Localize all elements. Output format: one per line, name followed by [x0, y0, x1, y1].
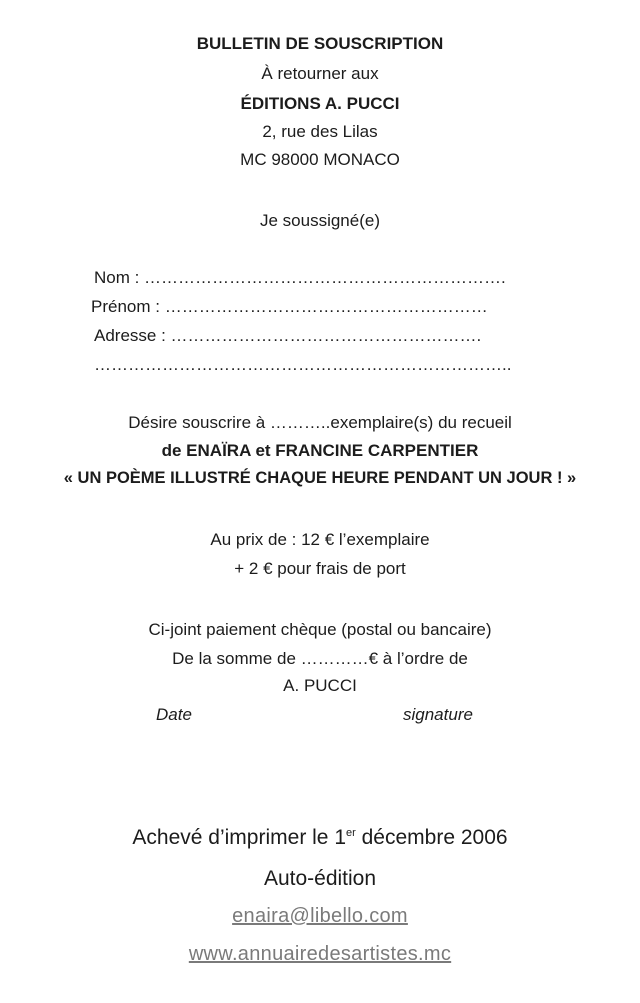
edition-label: Auto-édition — [263, 867, 377, 890]
form-title: BULLETIN DE SOUSCRIPTION — [196, 34, 444, 53]
shipping-line: + 2 € pour frais de port — [234, 559, 406, 578]
payment-method: Ci-joint paiement chèque (postal ou bancaire) — [148, 620, 492, 639]
date-label: Date — [156, 705, 192, 724]
publisher-street: 2, rue des Lilas — [262, 122, 378, 141]
website-link[interactable]: www.annuairedesartistes.mc — [188, 943, 452, 965]
signature-label: signature — [403, 705, 473, 724]
publisher-city: MC 98000 MONACO — [240, 150, 400, 169]
prenom-field[interactable]: Prénom : ………………………………………………… — [91, 297, 488, 316]
undersigned-text: Je soussigné(e) — [259, 211, 380, 230]
return-to-text: À retourner aux — [261, 64, 379, 83]
email-link[interactable]: enaira@libello.com — [232, 905, 408, 927]
email-line — [0, 905, 640, 928]
price-line: Au prix de : 12 € l’exemplaire — [210, 530, 430, 549]
printed-date: Achevé d’imprimer le 1er décembre 2006 — [132, 826, 508, 849]
payment-amount: De la somme de …………€ à l’ordre de — [172, 649, 468, 668]
website-line — [0, 943, 640, 966]
authors-line: de ENAÏRA et FRANCINE CARPENTIER — [161, 441, 479, 460]
payee-name: A. PUCCI — [283, 676, 357, 695]
adresse-continuation-field[interactable]: ……………………………………………………………….. — [94, 355, 512, 374]
subscribe-line: Désire souscrire à ………..exemplaire(s) du recueil — [128, 413, 512, 432]
book-title: « UN POÈME ILLUSTRÉ CHAQUE HEURE PENDANT UN JOUR ! » — [63, 469, 577, 487]
nom-field[interactable]: Nom : ………………………………………………………. — [94, 268, 506, 287]
adresse-field[interactable]: Adresse : ………………………………………………. — [94, 326, 482, 345]
publisher-name: ÉDITIONS A. PUCCI — [240, 94, 400, 113]
